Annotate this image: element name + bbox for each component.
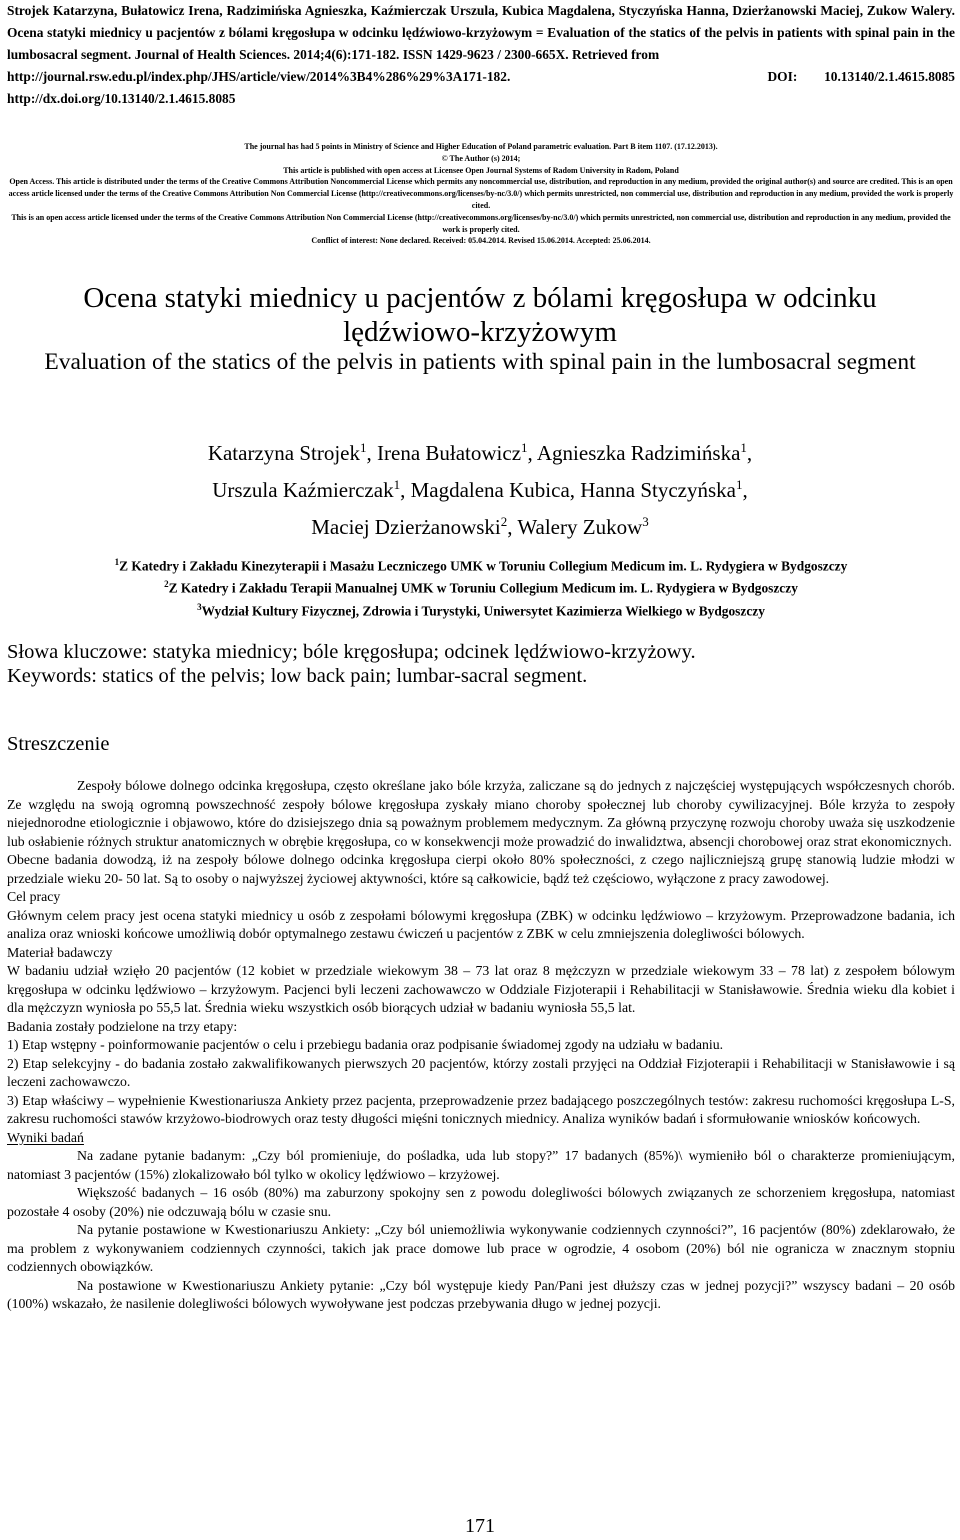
- abstract-paragraph: Obecne badania dowodzą, iż na zespoły bólowe dolnego odcinka kręgosłupa cierpi około 80% społeczności, z czego najliczniejszą grupę stanowią ludzie młodzi w przedziale wieku 20- 50 lat. Są to osoby o najwyższej życiowej aktywności, które są całkowicie, bądź też częściowo, wyłączone z pracy zawodowej.: [7, 852, 955, 886]
- open-access-text: Open Access. This article is distributed under the terms of the Creative Commons Attribution Noncommercial License which permits any noncommercial use, distribution, and reproduction in any medium, provided the original author(s) and source are credited. This is an open access article licensed under the terms of the Creative Commons Attribution Non Commercial License (http://creativecommons.org/licenses/by-nc/3.0/) which permits unrestricted, non commercial use, distribution and reproduction in any medium, provided the work is properly cited.: [8, 177, 954, 210]
- affiliations: [7, 553, 955, 620]
- stage-item: 1) Etap wstępny - poinformowanie pacjentów o celu i przebiegu badania oraz podpisanie świadomej zgody na udziału w badaniu.: [7, 1037, 724, 1052]
- results-paragraph: Na pytanie postawione w Kwestionariuszu Ankiety: „Czy ból uniemożliwia wykonywanie codziennych czynności?”, 16 pacjentów (80%) zdeklarowało, że ma problem z wykonywaniem codziennych czynności, takich jak prace domowe lub prace w ogrodzie, 4 osobom (20%) ból nie ogranicza w znacznym stopniu codziennych obowiązków.: [7, 1222, 955, 1274]
- subheading-results: Wyniki badań: [7, 1129, 84, 1145]
- results-paragraph: Większość badanych – 16 osób (80%) ma zaburzony spokojny sen z powodu dolegliwości bólowych związanych ze schorzeniem kręgosłupa, natomiast pozostałe 4 osoby (20%) nie odczuwają bólu w czasie snu.: [7, 1185, 955, 1219]
- doi-label: DOI:: [767, 69, 798, 84]
- citation-doi-row: [7, 66, 955, 88]
- keywords-polish: Słowa kluczowe: statyka miednicy; bóle kręgosłupa; odcinek lędźwiowo-krzyżowy.: [7, 641, 696, 663]
- results-paragraph: Na zadane pytanie badanym: „Czy ból promieniuje, do pośladka, uda lub stopy?” 17 badanych (85%)\ wymieniło ból o charakterze promieniującym, natomiast 3 pacjentów (15%) zlokalizowało ból tylko w okolicy lędźwiowo – krzyżowej.: [7, 1148, 955, 1182]
- citation-block: [7, 0, 955, 110]
- author: Maciej Dzierżanowski$^2$,: [311, 514, 518, 539]
- conflict-dates: Conflict of interest: None declared. Received: 05.04.2014. Revised 15.06.2014. Accepted: 25.06.2014.: [311, 236, 651, 246]
- journal-points: The journal has had 5 points in Ministry of Science and Higher Education of Poland parametric evaluation. Part B item 1107. (17.12.2013).: [244, 142, 718, 151]
- open-access-text-2: This is an open access article licensed under the terms of the Creative Commons Attribution Non Commercial License (http://creativecommons.org/licenses/by-nc/3.0/) which permits unrestricted, non commercial use, distribution and reproduction in any medium, provided the work is properly cited.: [11, 212, 951, 234]
- copyright-line: © The Author (s) 2014;: [441, 153, 521, 163]
- subheading-material: Materiał badawczy: [7, 944, 113, 960]
- stage-item: 2) Etap selekcyjny - do badania zostało zakwalifikowanych pierwszych 20 pacjentów, którzy zostali przyjęci na Oddział Fizjoterapii i Rehabilitacji w Stanisławowie i są leczeni zachowawczo.: [7, 1055, 955, 1089]
- doi-value: 10.13140/2.1.4615.8085: [824, 69, 955, 84]
- keywords-english: Keywords: statics of the pelvis; low back pain; lumbar-sacral segment.: [7, 665, 588, 687]
- author: Agnieszka Radzimińska$^1$,: [536, 440, 753, 465]
- keywords-block: [7, 640, 955, 688]
- author: Katarzyna Strojek$^1$,: [207, 440, 378, 465]
- author: Magdalena Kubica,: [410, 478, 581, 502]
- author: Walery Zukow$^3$: [517, 514, 649, 539]
- section-heading-abstract: Streszczenie: [7, 733, 110, 755]
- doi-block: [768, 66, 955, 88]
- title-english: Evaluation of the statics of the pelvis in patients with spinal pain in the lumbosacral segment: [44, 349, 916, 375]
- author: Irena Bułatowicz$^1$,: [377, 440, 537, 465]
- affiliation: $^1$Z Katedry i Zakładu Kinezyterapii i Masażu Leczniczego UMK w Toruniu Collegium Medicum im. L. Rydygiera w Bydgoszczy: [114, 557, 848, 574]
- stage-item: 3) Etap właściwy – wypełnienie Kwestionariusza Ankiety przez pacjenta, przeprowadzenie przez badającego poszczególnych testów: zakresu ruchomości kręgosłupa L-S, zakresu ruchomości stawów krzyżowo-biodrowych oraz testy długości mięśni tonicznych miednicy. Analiza wyników badań i sformułowanie wniosków końcowych.: [7, 1092, 955, 1126]
- doi-url[interactable]: http://dx.doi.org/10.13140/2.1.4615.8085: [7, 91, 236, 106]
- subheading-aim: Cel pracy: [7, 889, 61, 904]
- results-paragraph: Na postawione w Kwestionariuszu Ankiety pytanie: „Czy ból występuje kiedy Pan/Pani jest dłuższy czas w jednej pozycji?” wszyscy badani – 20 osób (100%) wskazało, że nasilenie dolegliwości bólowych wywoływane jest podczas przebywania długo w jednej pozycji.: [7, 1277, 955, 1311]
- affiliation: $^3$Wydział Kultury Fizycznej, Zdrowia i Turystyki, Uniwersytet Kazimierza Wielkiego w Bydgoszczy: [197, 601, 765, 619]
- affiliation: $^2$Z Katedry i Zakładu Terapii Manualnej UMK w Toruniu Collegium Medicum im. L. Rydygiera w Bydgoszczy: [164, 579, 798, 596]
- abstract-paragraph: Zespoły bólowe dolnego odcinka kręgosłupa, często określane jako bóle krzyża, zaliczane są do jednych z najczęściej występujących współczesnych chorób. Ze względu na swoją ogromną powszechność zespoły bólowe kręgosłupa zyskały miano choroby społecznej lub choroby cywilizacyjnej. Bóle krzyża to zespoły niejednorodne etiologicznie i objawowo, które do dzisiejszego dnia są poważnym problemem medycznym. Za główną przyczynę rozwoju choroby uważa się uszkodzenie lub osłabienie różnych struktur anatomicznych w obrębie kręgosłupa, co w konsekwencji może prowadzić do inwalidztwa, absencji chorobowej oraz strat ekonomicznych.: [7, 778, 955, 849]
- author: Hanna Styczyńska$^1$,: [580, 477, 748, 502]
- citation-url[interactable]: http://journal.rsw.edu.pl/index.php/JHS/article/view/2014%3B4%286%29%3A171-182.: [7, 69, 511, 84]
- title-polish: Ocena statyki miednicy u pacjentów z bólami kręgosłupa w odcinku lędźwiowo-krzyżowym: [83, 282, 877, 348]
- abstract-body: [7, 777, 955, 1314]
- author-list: [20, 432, 940, 543]
- author: Urszula Kaźmierczak$^1$,: [212, 477, 411, 502]
- citation-text: Strojek Katarzyna, Bułatowicz Irena, Radzimińska Agnieszka, Kaźmierczak Urszula, Kubica Magdalena, Styczyńska Hanna, Dzierżanowski Maciej, Zukow Walery. Ocena statyki miednicy u pacjentów z bólami kręgosłupa w odcinku lędźwiowo-krzyżowym = Evaluation of the statics of the pelvis in patients with spinal pain in the lumbosacral segment. Journal of Health Sciences. 2014;4(6):171-182. ISSN 1429-9623 / 2300-665X. Retrieved from: [7, 3, 955, 62]
- license-block: [7, 141, 955, 247]
- abstract-paragraph: W badaniu udział wzięło 20 pacjentów (12 kobiet w przedziale wiekowym 38 – 73 lat oraz 8 mężczyzn w przedziale wiekowym 33 – 78 lat) z zespołem bólowym kręgosłupa w odcinku lędźwiowo – krzyżowym. Pacjenci byli leczeni zachowawczo w Oddziale Fizjoterapii i Rehabilitacji w Stanisławowie. Średnia wieku dla kobiet i dla mężczyzn wyniosła po 55,5 lat. Średnia wieku wszystkich osób biorących udział w badaniu wyniosła 55,5 lat.: [7, 963, 955, 1015]
- stages-intro: Badania zostały podzielone na trzy etapy:: [7, 1018, 238, 1034]
- page-number: 171: [465, 1515, 495, 1537]
- abstract-paragraph: Głównym celem pracy jest ocena statyki miednicy u osób z zespołami bólowymi kręgosłupa (ZBK) w odcinku lędźwiowo – krzyżowym. Przeprowadzone badania, ich analiza oraz wnioski końcowe umożliwią dobór optymalnego zestawu ćwiczeń u pacjentów z ZBK w celu zmniejszenia dolegliwości bólowych.: [7, 907, 955, 941]
- published-line: This article is published with open access at Licensee Open Journal Systems of Radom University in Radom, Poland: [283, 165, 679, 175]
